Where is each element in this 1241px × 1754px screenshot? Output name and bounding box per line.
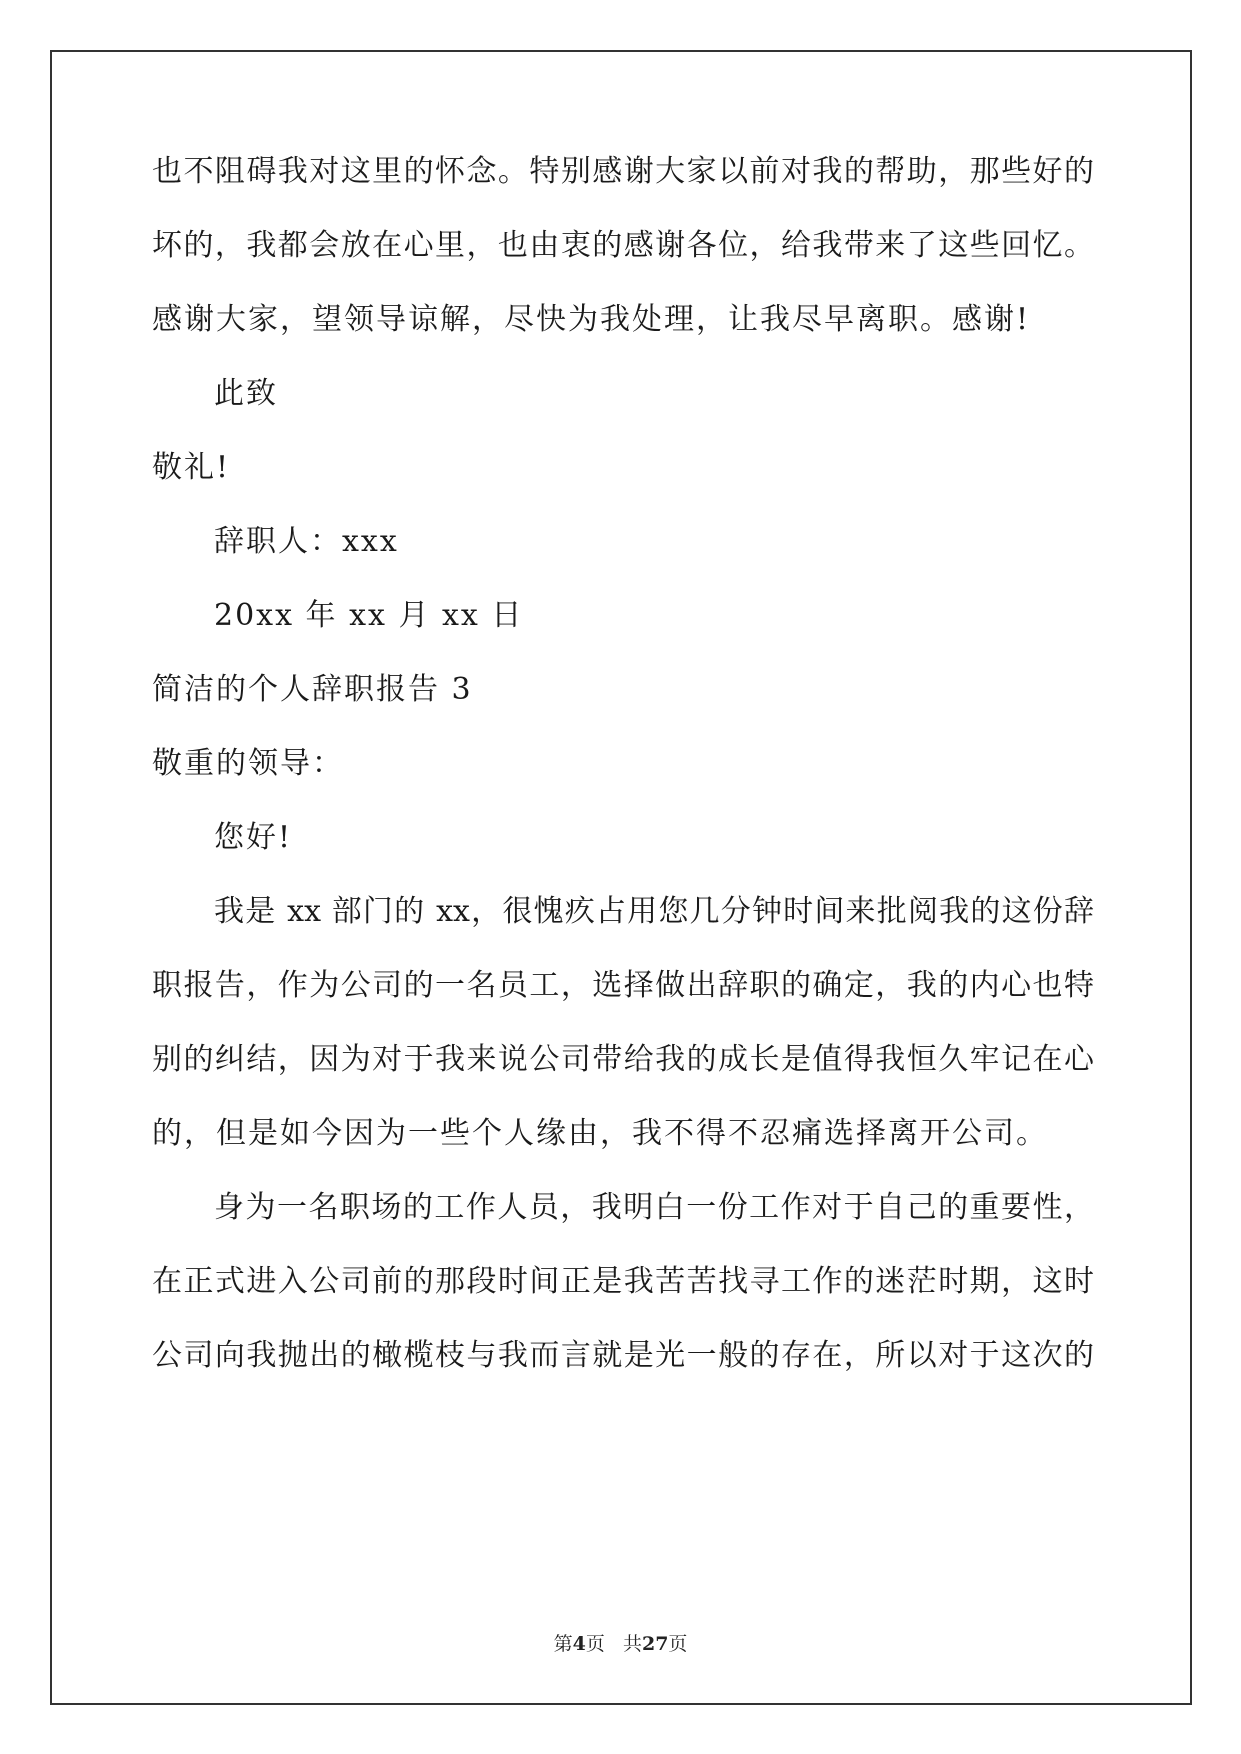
closing-regards: 敬礼! xyxy=(152,450,231,485)
body-line: 感谢大家，望领导谅解，尽快为我处理，让我尽早离职。感谢! xyxy=(152,302,1031,337)
signature-line: 辞职人：xxx xyxy=(214,524,399,559)
greeting-line: 您好! xyxy=(214,820,293,855)
page-footer xyxy=(0,1632,1241,1656)
addressee-line: 敬重的领导： xyxy=(152,746,344,781)
body-line: 身为一名职场的工作人员，我明白一份工作对于自己的重要性， xyxy=(214,1190,1094,1225)
date-line: 20xx 年 xx 月 xx 日 xyxy=(214,598,524,633)
body-line: 在正式进入公司前的那段时间正是我苦苦找寻工作的迷茫时期，这时 xyxy=(152,1264,1094,1299)
body-line: 坏的，我都会放在心里，也由衷的感谢各位，给我带来了这些回忆。 xyxy=(152,228,1094,263)
total-page-count: 27 xyxy=(641,1633,669,1655)
closing-salutation: 此致 xyxy=(214,376,278,411)
footer-page-unit: 页 xyxy=(585,1633,605,1655)
current-page-number: 4 xyxy=(572,1633,586,1655)
body-line: 也不阻碍我对这里的怀念。特别感谢大家以前对我的帮助，那些好的 xyxy=(152,154,1094,189)
footer-prefix: 第 xyxy=(553,1633,573,1655)
body-line: 公司向我抛出的橄榄枝与我而言就是光一般的存在，所以对于这次的 xyxy=(152,1338,1094,1373)
footer-total-unit: 页 xyxy=(668,1633,688,1655)
body-line: 别的纠结，因为对于我来说公司带给我的成长是值得我恒久牢记在心 xyxy=(152,1042,1094,1077)
body-line: 我是 xx 部门的 xx，很愧疚占用您几分钟时间来批阅我的这份辞 xyxy=(214,894,1094,929)
body-line: 的，但是如今因为一些个人缘由，我不得不忍痛选择离开公司。 xyxy=(152,1116,1048,1151)
footer-total-prefix: 共 xyxy=(622,1633,642,1655)
body-line: 职报告，作为公司的一名员工，选择做出辞职的确定，我的内心也特 xyxy=(152,968,1094,1003)
section-title: 简洁的个人辞职报告 3 xyxy=(152,672,473,707)
